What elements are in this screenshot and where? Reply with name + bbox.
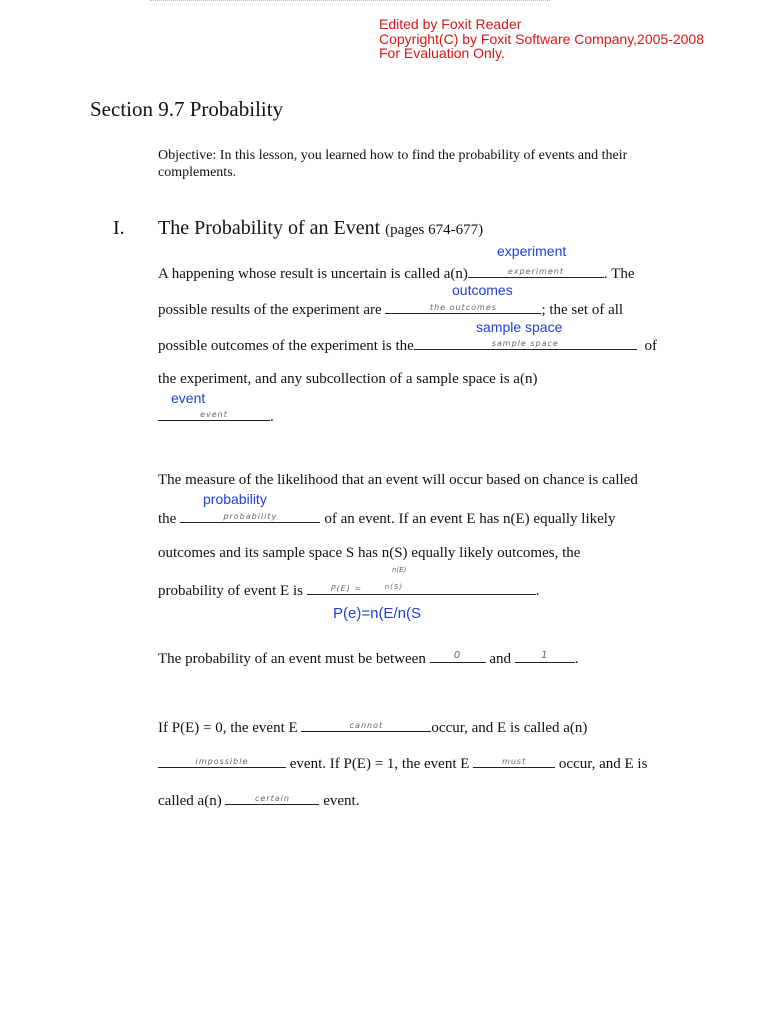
typed-answer-event: event [171,390,206,406]
sentence-line-2 [158,299,623,319]
blank-impossible[interactable] [158,753,286,768]
sentence-text: of [644,338,658,354]
heading-title [158,217,483,240]
sentence-line-11 [158,717,587,737]
sentence-text: The probability of an event must be between [158,651,426,667]
objective-line-2: complements. [158,165,237,180]
typed-answer-outcomes: outcomes [452,282,513,298]
sentence-text: of an event. If an event E has n(E) equally likely [324,511,616,527]
handwritten-answer: event [200,410,228,419]
sentence-text: occur, and E is [558,756,648,772]
blank-lower-bound[interactable] [430,648,486,663]
handwritten-answer: certain [254,794,290,803]
sentence-line-12 [158,753,647,773]
sentence-text: possible results of the experiment are [158,302,382,318]
sentence-text: event. [323,793,360,809]
handwritten-answer: sample space [491,339,559,348]
heading-title-text: The Probability of an Event [158,217,381,239]
blank-probability-formula[interactable] [307,580,536,595]
sentence-line-5 [158,406,274,426]
sentence-text: . [535,583,540,599]
typed-answer-sample-space: sample space [476,319,563,335]
sentence-text: . [270,409,274,425]
typed-answer-experiment: experiment [497,243,567,259]
sentence-text: possible outcomes of the experiment is the [158,338,414,354]
handwritten-answer: experiment [507,267,564,276]
handwritten-formula-numerator: n(E) [392,566,407,574]
sentence-line-1 [158,263,634,283]
blank-must[interactable] [473,753,555,768]
typed-answer-formula: P(e)=n(E/n(S [333,605,421,622]
sentence-text: called a(n) [158,793,222,809]
section-title: Section 9.7 Probability [90,97,284,121]
blank-certain[interactable] [225,790,319,805]
scan-edge-dots [150,0,550,4]
sentence-line-3 [158,335,657,355]
sentence-line-10 [158,648,579,668]
handwritten-answer: impossible [195,757,249,766]
handwritten-answer: 1 [541,650,549,661]
blank-cannot[interactable] [301,717,431,732]
sentence-line-13 [158,790,359,810]
sentence-line-9 [158,580,539,600]
sentence-text: and [489,651,512,667]
objective-line-1: Objective: In this lesson, you learned how to find the probability of events and their [158,148,628,163]
sentence-line-8: outcomes and its sample space S has n(S) equally likely outcomes, the [158,545,581,561]
heading-pages: (pages 674-677) [385,222,484,238]
sentence-text: event. If P(E) = 1, the event E [289,756,470,772]
handwritten-answer: must [502,757,527,766]
sentence-text: ; the set of all [541,302,624,318]
sentence-text: occur, and E is called a(n) [431,720,588,736]
sentence-line-7 [158,508,615,528]
handwritten-answer: the outcomes [429,303,497,312]
sentence-line-4: the experiment, and any subcollection of a sample space is a(n) [158,371,538,387]
handwritten-answer: cannot [349,721,384,730]
blank-experiment[interactable] [468,263,604,278]
handwritten-answer: 0 [453,650,462,661]
sentence-text: A happening whose result is uncertain is called a(n) [158,266,468,282]
handwritten-answer: probability [223,512,278,521]
blank-upper-bound[interactable] [515,648,575,663]
typed-answer-probability: probability [203,491,267,507]
watermark-line-3: For Evaluation Only. [379,45,505,61]
handwritten-formula-denominator: n(S) [384,583,404,591]
blank-outcomes[interactable] [385,299,541,314]
sentence-text: . The [603,266,635,282]
watermark-line-2: Copyright(C) by Foxit Software Company,2005-2008 [379,31,705,47]
sentence-text: . [574,651,579,667]
blank-sample-space[interactable] [414,335,637,350]
watermark-line-1: Edited by Foxit Reader [379,16,522,32]
sentence-text: the [158,511,177,527]
sentence-line-6: The measure of the likelihood that an event will occur based on chance is called [158,472,638,488]
blank-probability[interactable] [180,508,320,523]
sentence-text: probability of event E is [158,583,303,599]
heading-numeral: I. [113,217,125,239]
blank-event[interactable] [158,406,270,421]
handwritten-answer: P(E) = [330,584,363,593]
sentence-text: If P(E) = 0, the event E [158,720,298,736]
